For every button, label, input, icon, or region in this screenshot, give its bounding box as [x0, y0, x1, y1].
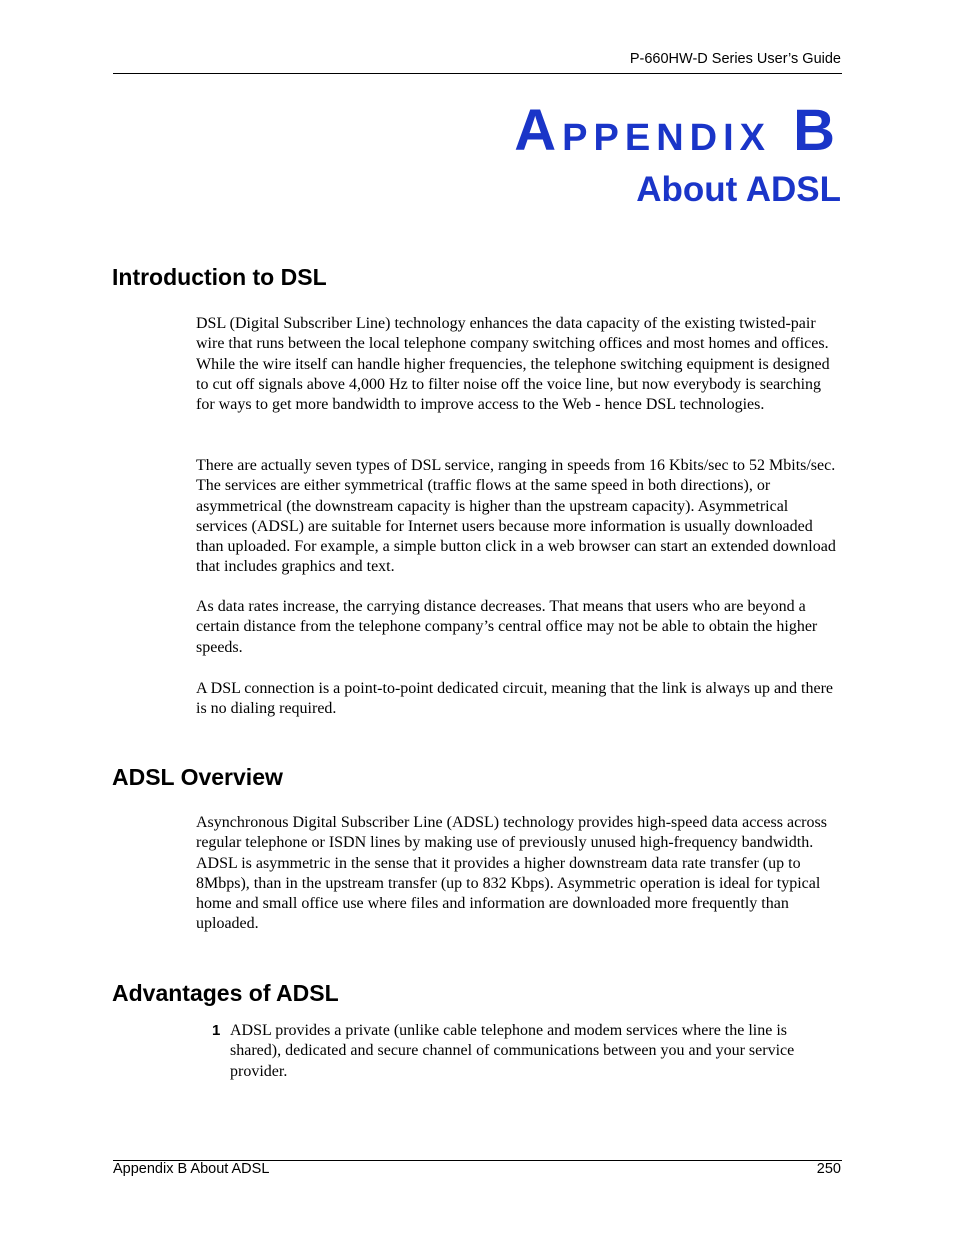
paragraph: As data rates increase, the carrying distance decreases. That means that users who are beyond a certain distance from the telephone company’s central office may not be able to obtain the higher speeds.	[196, 598, 818, 656]
footer-page-number: 250	[816, 1161, 841, 1177]
appendix-label-rest: PPENDIX	[562, 117, 771, 159]
paragraph: Asynchronous Digital Subscriber Line (ADSL) technology provides high-speed data access across regular telephone or ISDN lines by making use of previously unused high-frequency bandwidth. ADSL is asymmetric in the sense that it provides a higher downstream data rate transfer (up to 8Mbps), than in the upstream transfer (up to 832 Kbps). Asymmetric operation is ideal for typical home and small office use where files and information are downloaded more frequently than uploaded.	[196, 814, 827, 933]
running-header: P-660HW-D Series User’s Guide	[629, 51, 841, 67]
appendix-label-initial: A	[514, 98, 563, 163]
appendix-label	[514, 96, 841, 173]
appendix-title: About ADSL	[636, 170, 841, 209]
paragraph: DSL (Digital Subscriber Line) technology enhances the data capacity of the existing twisted-pair wire that runs between the local telephone company switching offices and most homes and offices. While the wire itself can handle higher frequencies, the telephone switching equipment is designed to cut off signals above 4,000 Hz to filter noise off the voice line, but now everybody is searching for ways to get more bandwidth to improve access to the Web - hence DSL technologies.	[196, 315, 830, 414]
list-item-number: 1	[212, 1022, 221, 1039]
header-rule	[113, 73, 842, 74]
section-heading-intro-dsl: Introduction to DSL	[112, 264, 327, 290]
section-heading-advantages-adsl: Advantages of ADSL	[112, 980, 339, 1006]
list-item-text: ADSL provides a private (unlike cable telephone and modem services where the line is shared), dedicated and secure channel of communications between you and your service provider.	[230, 1022, 795, 1080]
paragraph: There are actually seven types of DSL service, ranging in speeds from 16 Kbits/sec to 52 Mbits/sec. The services are either symmetrical (traffic flows at the same speed in both directions), or asymmetrical (the downstream capacity is higher than the upstream capacity). Asymmetrical services (ADSL) are suitable for Internet users because more information is usually downloaded than uploaded. For example, a simple button click in a web browser can start an extended download that includes graphics and text.	[196, 457, 836, 576]
appendix-letter: B	[793, 98, 841, 163]
paragraph: A DSL connection is a point-to-point dedicated circuit, meaning that the link is always up and there is no dialing required.	[196, 680, 834, 718]
section-heading-adsl-overview: ADSL Overview	[112, 764, 283, 790]
footer-section-name: Appendix B About ADSL	[113, 1161, 270, 1177]
